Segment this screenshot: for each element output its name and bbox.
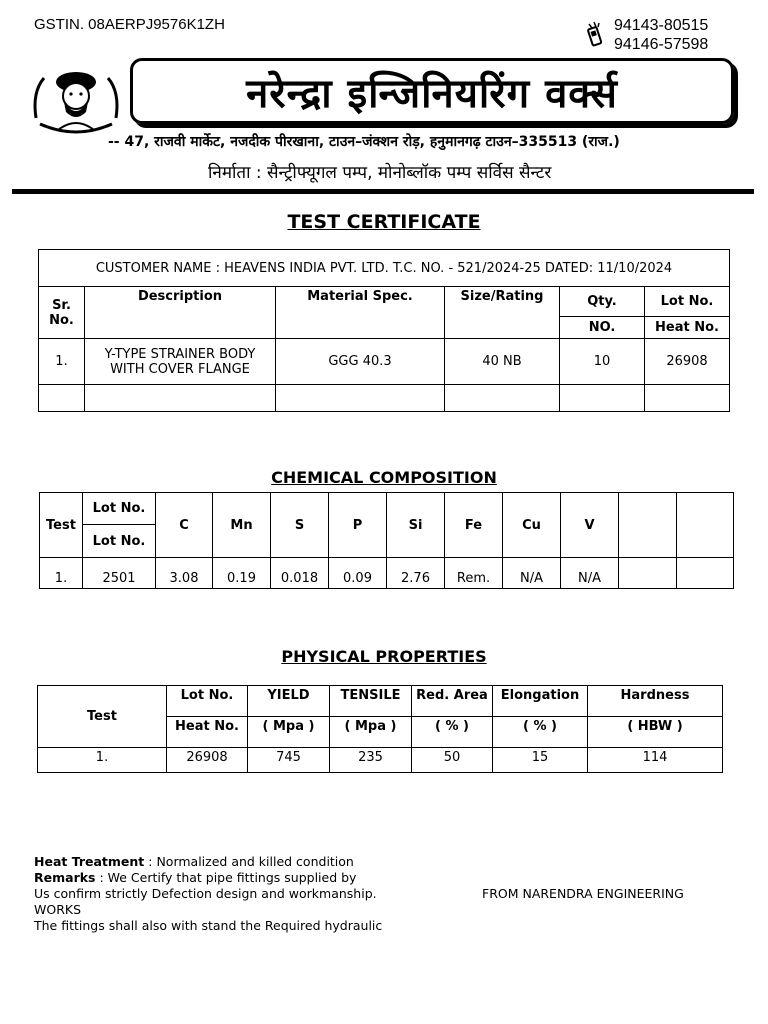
chem-header-c: C <box>156 493 213 558</box>
phone-number-1: 94143-80515 <box>614 17 709 34</box>
phys-header-yield-unit: ( Mpa ) <box>248 717 330 748</box>
chem-cell-blank-2 <box>677 558 734 589</box>
cell-material: GGG 40.3 <box>276 339 445 385</box>
manufacturer-line: निर्माता : सैन्ट्रीफ्यूगल पम्प, मोनोब्लॉक पम्प सर्विस सैन्टर <box>208 163 552 183</box>
chem-header-blank-1 <box>619 493 677 558</box>
chem-cell-lot: 2501 <box>83 558 156 589</box>
physical-table <box>37 685 723 773</box>
chem-cell-v: N/A <box>561 558 619 589</box>
company-address: -- 47, राजवी मार्केट, नजदीक पीरखाना, टाउन–जंक्शन रोड़, हनुमानगढ़ टाउन–335513 (राज.) <box>108 134 620 150</box>
header-qty: Qty. <box>560 287 645 317</box>
heat-treatment-line <box>34 854 734 870</box>
phys-header-red-area-unit: ( % ) <box>412 717 493 748</box>
chem-cell-p: 0.09 <box>329 558 387 589</box>
header-divider <box>12 189 754 194</box>
chem-cell-si: 2.76 <box>387 558 445 589</box>
table-row <box>40 558 734 589</box>
remarks-line-1 <box>34 870 734 886</box>
chem-cell-mn: 0.19 <box>213 558 271 589</box>
chem-header-lot-bottom: Lot No. <box>83 525 156 558</box>
header-material-spec: Material Spec. <box>276 287 445 339</box>
phys-header-test: Test <box>38 686 167 748</box>
remarks-line-2: Us confirm strictly Defection design and workmanship. <box>34 886 377 901</box>
cell-lot: 26908 <box>645 339 730 385</box>
chem-header-test: Test <box>40 493 83 558</box>
phys-header-tensile-unit: ( Mpa ) <box>330 717 412 748</box>
chem-cell-test: 1. <box>40 558 83 589</box>
from-signature-line: FROM NARENDRA ENGINEERING <box>482 886 684 901</box>
chem-header-s: S <box>271 493 329 558</box>
phys-header-yield: YIELD <box>248 686 330 717</box>
phys-cell-tensile: 235 <box>330 748 412 773</box>
phys-cell-red-area: 50 <box>412 748 493 773</box>
chem-cell-cu: N/A <box>503 558 561 589</box>
header-lot-no: Lot No. <box>645 287 730 317</box>
chem-cell-blank-1 <box>619 558 677 589</box>
phone-numbers <box>614 16 708 54</box>
cell-size: 40 NB <box>445 339 560 385</box>
phys-cell-yield: 745 <box>248 748 330 773</box>
phys-header-hardness: Hardness <box>588 686 723 717</box>
remarks-line-4: The fittings shall also with stand the Required hydraulic <box>34 918 383 933</box>
logo-emblem <box>30 56 122 140</box>
remarks-text-1: : We Certify that pipe fittings supplied by <box>95 870 357 885</box>
chem-header-p: P <box>329 493 387 558</box>
chemical-table <box>39 492 734 589</box>
remarks-label: Remarks <box>34 870 96 885</box>
phys-header-hardness-unit: ( HBW ) <box>588 717 723 748</box>
phone-icon <box>584 20 606 48</box>
phys-header-heat-no: Heat No. <box>167 717 248 748</box>
header-heat-no: Heat No. <box>645 317 730 339</box>
heat-treatment-label: Heat Treatment <box>34 854 145 869</box>
phys-cell-hardness: 114 <box>588 748 723 773</box>
chem-header-v: V <box>561 493 619 558</box>
section-title-physical: PHYSICAL PROPERTIES <box>281 647 487 666</box>
phys-cell-test: 1. <box>38 748 167 773</box>
table-row <box>39 339 730 385</box>
phys-header-tensile: TENSILE <box>330 686 412 717</box>
header-sr-no: Sr. No. <box>39 287 85 339</box>
chem-header-blank-2 <box>677 493 734 558</box>
cell-description: Y-TYPE STRAINER BODY WITH COVER FLANGE <box>85 339 276 385</box>
phys-cell-heat: 26908 <box>167 748 248 773</box>
phys-header-red-area: Red. Area <box>412 686 493 717</box>
section-title-chemical: CHEMICAL COMPOSITION <box>271 468 497 487</box>
chem-header-lot-top: Lot No. <box>83 493 156 525</box>
certificate-table <box>38 286 730 412</box>
header-description: Description <box>85 287 276 339</box>
phys-cell-elongation: 15 <box>493 748 588 773</box>
gstin-number: GSTIN. 08AERPJ9576K1ZH <box>34 16 225 33</box>
chem-header-fe: Fe <box>445 493 503 558</box>
cell-sr: 1. <box>39 339 85 385</box>
chem-cell-s: 0.018 <box>271 558 329 589</box>
phys-header-elongation-unit: ( % ) <box>493 717 588 748</box>
heat-treatment-text: : Normalized and killed condition <box>144 854 354 869</box>
phys-header-elongation: Elongation <box>493 686 588 717</box>
phone-number-2: 94146-57598 <box>614 36 709 53</box>
phys-header-lot: Lot No. <box>167 686 248 717</box>
header-size-rating: Size/Rating <box>445 287 560 339</box>
chem-header-cu: Cu <box>503 493 561 558</box>
chem-header-si: Si <box>387 493 445 558</box>
chem-cell-c: 3.08 <box>156 558 213 589</box>
chem-cell-fe: Rem. <box>445 558 503 589</box>
customer-info: CUSTOMER NAME : HEAVENS INDIA PVT. LTD. T.C. NO. - 521/2024-25 DATED: 11/10/2024 <box>38 249 730 287</box>
remarks-line-3: WORKS <box>34 902 82 917</box>
header-qty-no: NO. <box>560 317 645 339</box>
cell-qty: 10 <box>560 339 645 385</box>
chem-header-mn: Mn <box>213 493 271 558</box>
table-row-empty <box>39 385 730 412</box>
table-row <box>38 748 723 773</box>
page-title: TEST CERTIFICATE <box>287 211 481 233</box>
company-name-banner: नरेन्द्रा इन्जिनियरिंग वर्क्स <box>130 58 734 124</box>
